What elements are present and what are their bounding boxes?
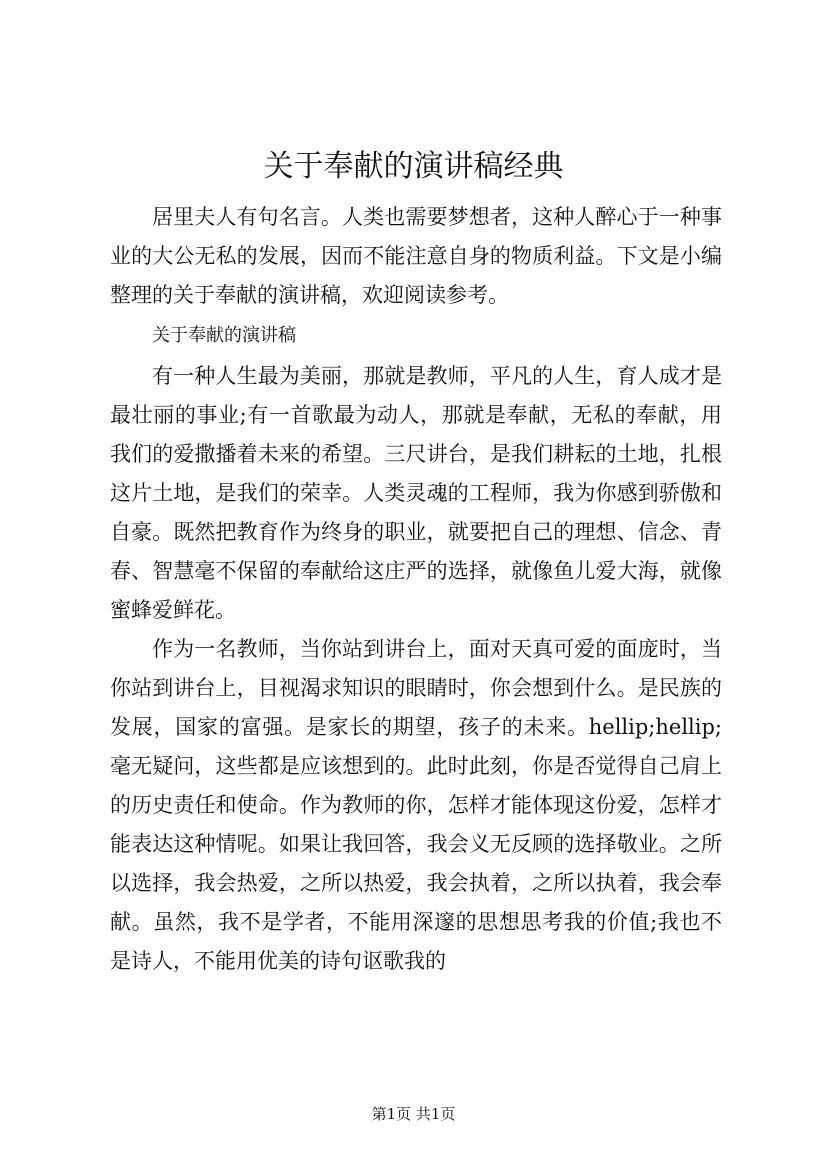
document-title: 关于奉献的演讲稿经典 — [263, 149, 564, 184]
document-body — [110, 198, 722, 981]
section-heading: 关于奉献的演讲稿 — [152, 325, 296, 346]
body-paragraph-1: 有一种人生最为美丽，那就是教师，平凡的人生，育人成才是最壮丽的事业;有一首歌最为动人，那就是奉献，无私的奉献，用我们的爱撒播着未来的希望。三尺讲台，是我们耕耘的土地，扎根这片土地，是我们的荣幸。人类灵魂的工程师，我为你感到骄傲和自豪。既然把教育作为终身的职业，就要把自己的理想、信念、青春、智慧毫不保留的奉献给这庄严的选择，就像鱼儿爱大海，就像蜜蜂爱鲜花。 — [110, 364, 722, 622]
intro-paragraph: 居里夫人有句名言。人类也需要梦想者，这种人醉心于一种事业的大公无私的发展，因而不能注意自身的物质利益。下文是小编整理的关于奉献的演讲稿，欢迎阅读参考。 — [110, 205, 722, 307]
body-paragraph-2: 作为一名教师，当你站到讲台上，面对天真可爱的面庞时，当你站到讲台上，目视渴求知识的眼睛时，你会想到什么。是民族的发展，国家的富强。是家长的期望，孩子的未来。hellip;hellip;毫无疑问，这些都是应该想到的。此时此刻，你是否觉得自己肩上的历史责任和使命。作为教师的你，怎样才能体现这份爱，怎样才能表达这种情呢。如果让我回答，我会义无反顾的选择敬业。之所以选择，我会热爱，之所以热爱，我会执着，之所以执着，我会奉献。虽然，我不是学者，不能用深邃的思想思考我的价值;我也不是诗人，不能用优美的诗句讴歌我的 — [110, 637, 722, 973]
page-footer: 第1页 共1页 — [371, 1105, 456, 1123]
